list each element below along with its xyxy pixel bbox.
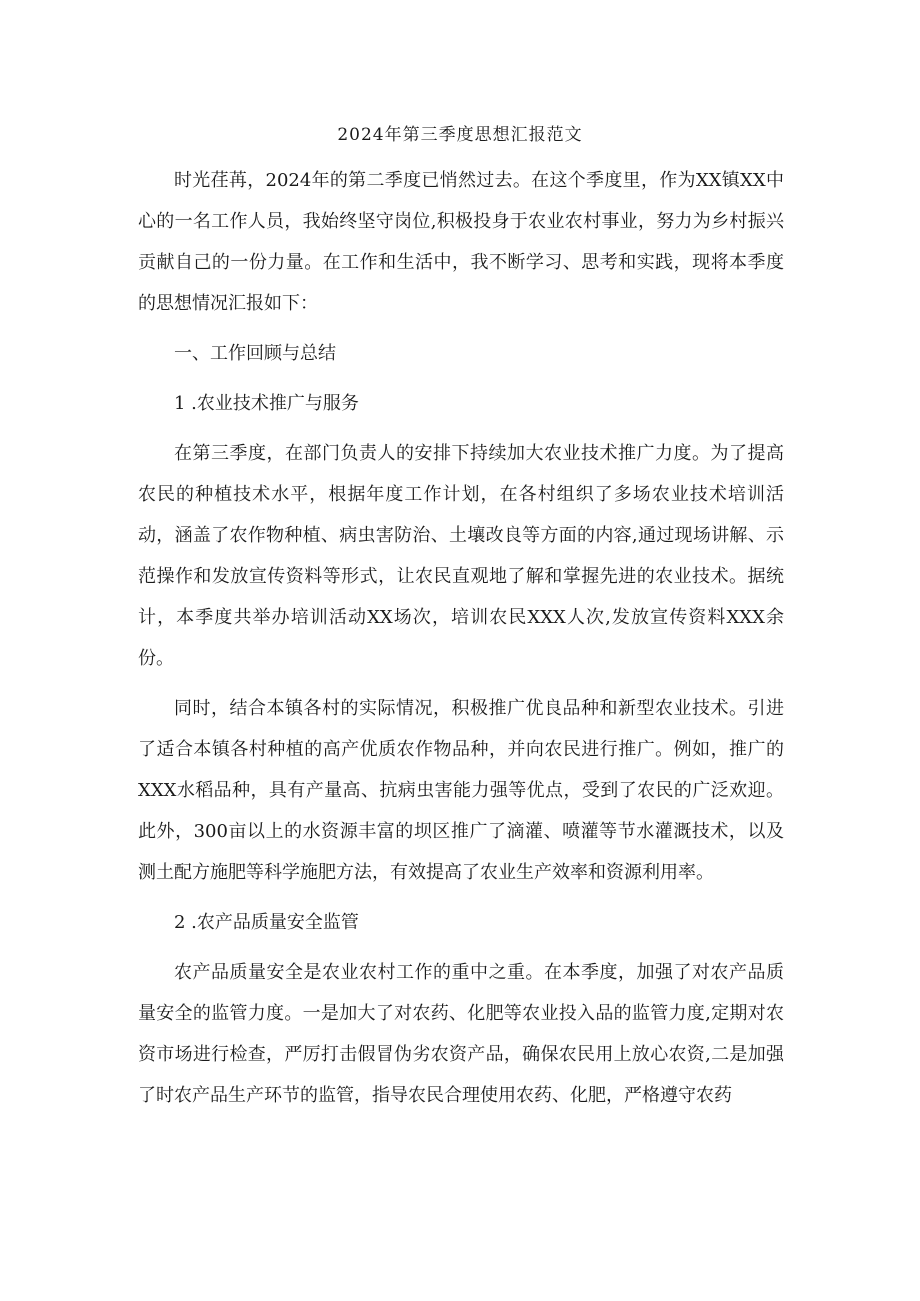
paragraph-varieties: 同时，结合本镇各村的实际情况，积极推广优良品种和新型农业技术。引进了适合本镇各村种植的高产优质农作物品种，并向农民进行推广。例如，推广的XXX水稻品种，具有产量高、抗病虫害能力强等优点，受到了农民的广泛欢迎。此外，300亩以上的水资源丰富的坝区推广了滴灌、喷灌等节水灌溉技术，以及测土配方施肥等科学施肥方法，有效提高了农业生产效率和资源利用率。	[138, 698, 784, 883]
spacer	[138, 374, 784, 383]
subsection-heading-2: 2 .农产品质量安全监管	[174, 912, 359, 933]
spacer	[138, 943, 784, 952]
spacer	[138, 893, 784, 902]
intro-paragraph: 时光荏苒，2024年的第二季度已悄然过去。在这个季度里，作为XX镇XX中心的一名工作人员，我始终坚守岗位,积极投身于农业农村事业，努力为乡村振兴贡献自己的一份力量。在工作和生活中，我不断学习、思考和实践，现将本季度的思想情况汇报如下：	[138, 170, 784, 314]
subsection-heading-1: 1 .农业技术推广与服务	[174, 393, 359, 414]
document-title: 2024年第三季度思想汇报范文	[337, 125, 583, 145]
spacer	[138, 679, 784, 688]
paragraph-tech-promotion: 在第三季度，在部门负责人的安排下持续加大农业技术推广力度。为了提高农民的种植技术水平，根据年度工作计划，在各村组织了多场农业技术培训活动，涵盖了农作物种植、病虫害防治、土壤改良等方面的内容,通过现场讲解、示范操作和发放宣传资料等形式，让农民直观地了解和掌握先进的农业技术。据统计，本季度共举办培训活动XX场次，培训农民XXX人次,发放宣传资料XXX余份。	[138, 443, 784, 669]
spacer	[138, 324, 784, 333]
section-heading-1: 一、工作回顾与总结	[174, 343, 336, 364]
document-body	[138, 160, 784, 1116]
spacer	[138, 424, 784, 433]
paragraph-quality-safety: 农产品质量安全是农业农村工作的重中之重。在本季度，加强了对农产品质量安全的监管力度。一是加大了对农药、化肥等农业投入品的监管力度,定期对农资市场进行检查，严厉打击假冒伪劣农资产品，确保农民用上放心农资,二是加强了时农产品生产环节的监管，指导农民合理使用农药、化肥，严格遵守农药	[138, 962, 784, 1106]
